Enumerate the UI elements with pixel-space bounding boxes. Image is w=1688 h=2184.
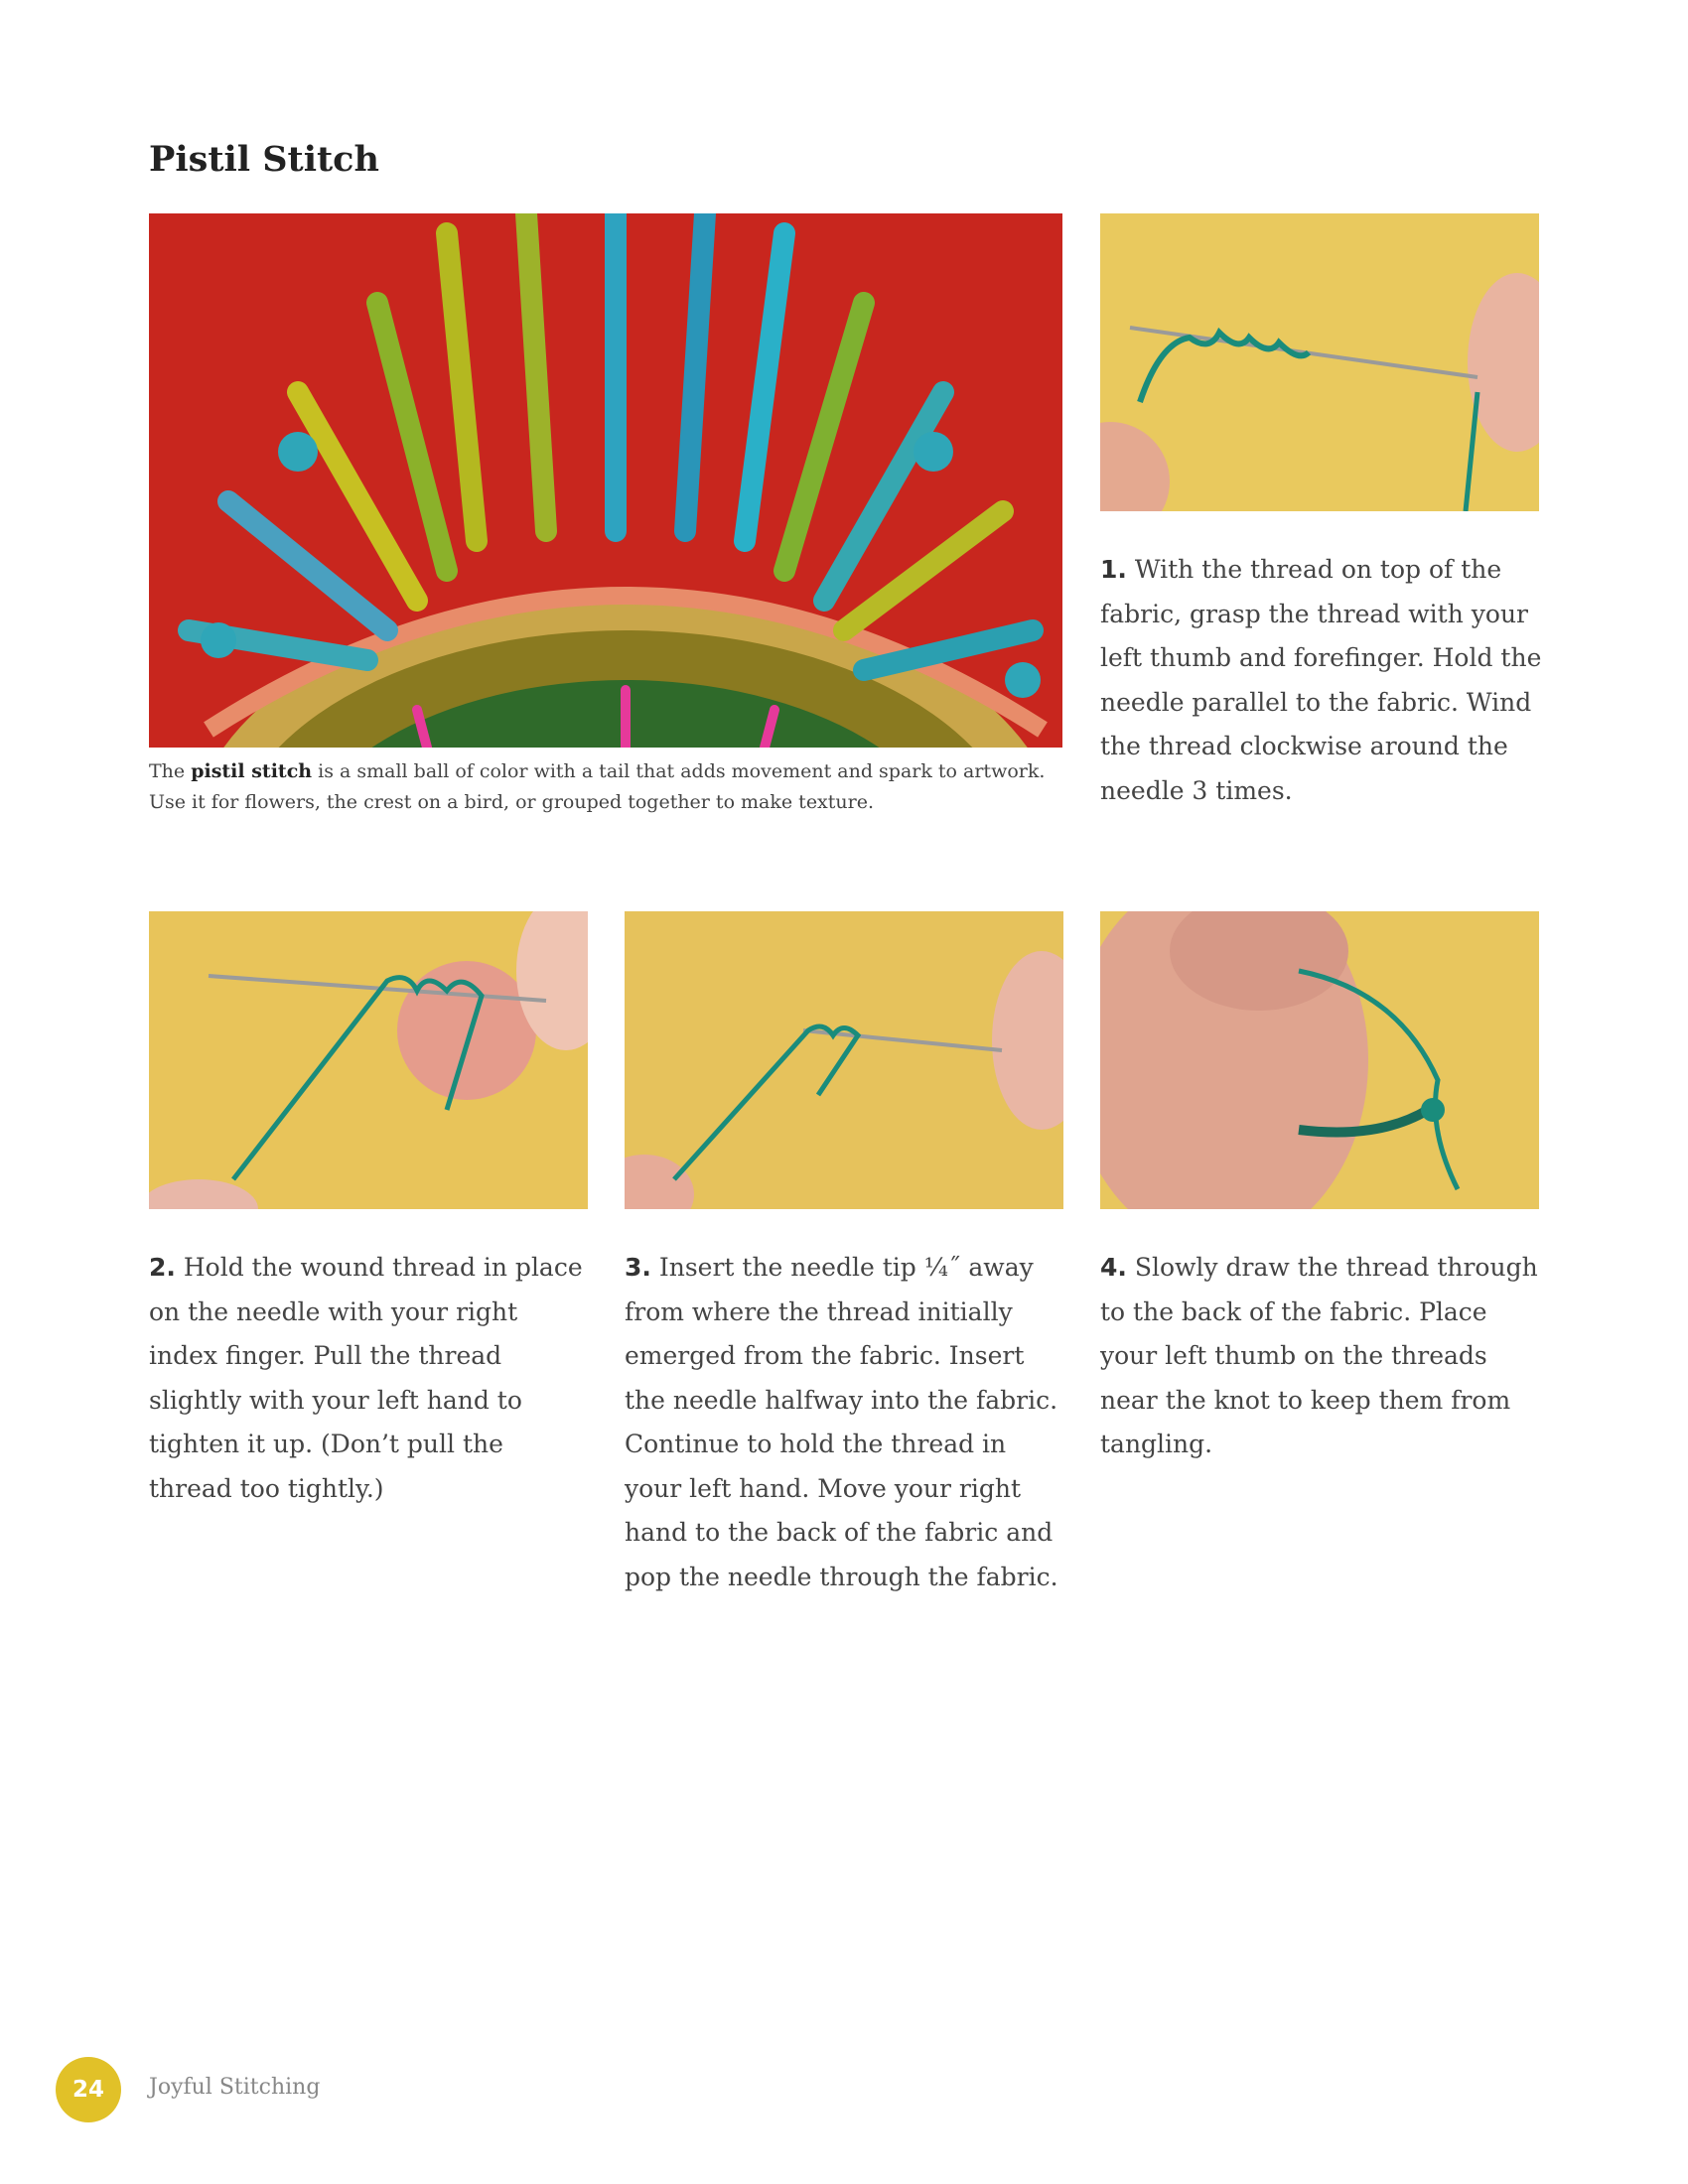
step-4-photo — [1100, 911, 1539, 1209]
embroidery-photo — [149, 213, 1062, 748]
step-4-text: 4. Slowly draw the thread through to the back of the fabric. Place your left thumb on the threads near the knot to keep them from tangling. — [1100, 1253, 1538, 1458]
step-2-number: 2. — [149, 1253, 176, 1282]
step-3-number: 3. — [625, 1253, 651, 1282]
step-3-photo — [625, 911, 1063, 1209]
footer-book-title: Joyful Stitching — [149, 2075, 321, 2100]
step-1-photo — [1100, 213, 1539, 511]
page-number-badge: 24 — [56, 2057, 121, 2122]
step-4-number: 4. — [1100, 1253, 1127, 1282]
photo-caption: The pistil stitch is a small ball of color with a tail that adds movement and spark to artwork. Use it for flowers, the crest on a bird, or grouped together to make texture. — [149, 760, 1046, 813]
caption-bold-term: pistil stitch — [191, 760, 313, 782]
step-1-text: 1. With the thread on top of the fabric, grasp the thread with your left thumb and forefinger. Hold the needle parallel to the fabric. Wind the thread clockwise around the needle 3 times. — [1100, 555, 1542, 805]
step-3-text: 3. Insert the needle tip ¼˝ away from where the thread initially emerged from the fabric. Insert the needle halfway into the fabric. Continue to hold the thread in your left hand. Move your right hand to the back of the fabric and pop the needle through the fabric. — [625, 1253, 1058, 1591]
step-2-photo — [149, 911, 588, 1209]
step-1-number: 1. — [1100, 555, 1127, 584]
page-title: Pistil Stitch — [149, 139, 379, 180]
step-2-text: 2. Hold the wound thread in place on the needle with your right index finger. Pull the thread slightly with your left hand to tighten it up. (Don’t pull the thread too tightly.) — [149, 1253, 583, 1503]
